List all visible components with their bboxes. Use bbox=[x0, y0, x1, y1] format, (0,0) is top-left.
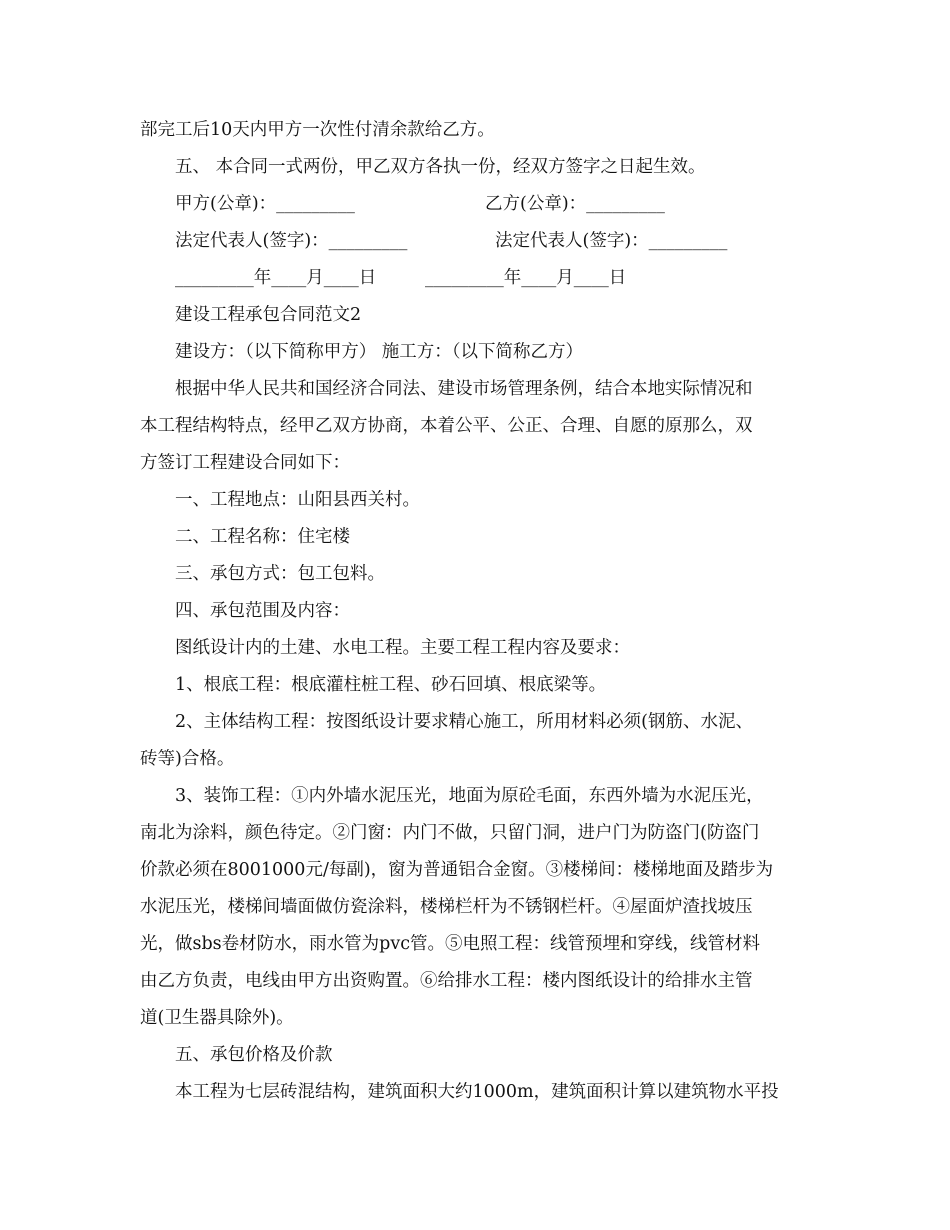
paragraph-line: 五、承包价格及价款 bbox=[175, 1045, 333, 1065]
paragraph-line: 图纸设计内的土建、水电工程。主要工程工程内容及要求： bbox=[175, 638, 630, 658]
paragraph-line: 3、装饰工程：①内外墙水泥压光，地面为原砼毛面，东西外墙为水泥压光， bbox=[175, 786, 764, 806]
paragraph-line: 价款必须在8001000元/每副)，窗为普通铝合金窗。③楼梯间：楼梯地面及踏步为 bbox=[140, 860, 774, 880]
party-a-date: _________年____月____日 bbox=[175, 268, 377, 288]
paragraph-line: 方签订工程建设合同如下： bbox=[140, 453, 350, 473]
paragraph-line: 1、根底工程：根底灌柱桩工程、砂石回填、根底梁等。 bbox=[175, 675, 607, 695]
paragraph-line: 光，做sbs卷材防水，雨水管为pvc管。⑤电照工程：线管预埋和穿线，线管材料 bbox=[140, 934, 761, 954]
party-a-representative: 法定代表人(签字)：_________ bbox=[175, 231, 408, 251]
paragraph-line: 一、工程地点：山阳县西关村。 bbox=[175, 490, 420, 510]
section-title: 建设工程承包合同范文2 bbox=[175, 305, 362, 325]
party-b-date: _________年____月____日 bbox=[425, 268, 627, 288]
paragraph-line: 四、承包范围及内容： bbox=[175, 601, 350, 621]
paragraph-line: 道(卫生器具除外)。 bbox=[140, 1008, 294, 1028]
paragraph-line: 五、 本合同一式两份，甲乙双方各执一份，经双方签字之日起生效。 bbox=[175, 157, 706, 177]
party-b-seal: 乙方(公章)：_________ bbox=[485, 194, 665, 214]
paragraph-line: 部完工后10天内甲方一次性付清余款给乙方。 bbox=[140, 120, 495, 140]
paragraph-line: 由乙方负责，电线由甲方出资购置。⑥给排水工程：楼内图纸设计的给排水主管 bbox=[140, 971, 753, 991]
paragraph-line: 砖等)合格。 bbox=[140, 749, 235, 769]
paragraph-line: 建设方：（以下简称甲方） 施工方：（以下简称乙方） bbox=[175, 342, 584, 362]
paragraph-line: 三、承包方式：包工包料。 bbox=[175, 564, 385, 584]
party-a-seal: 甲方(公章)：_________ bbox=[175, 194, 355, 214]
paragraph-line: 本工程结构特点，经甲乙双方协商，本着公平、公正、合理、自愿的原那么，双 bbox=[140, 416, 753, 436]
paragraph-line: 南北为涂料，颜色待定。②门窗：内门不做，只留门洞，进户门为防盗门(防盗门 bbox=[140, 823, 760, 843]
paragraph-line: 二、工程名称：住宅楼 bbox=[175, 527, 350, 547]
paragraph-line: 2、主体结构工程：按图纸设计要求精心施工，所用材料必须(钢筋、水泥、 bbox=[175, 712, 753, 732]
paragraph-line: 根据中华人民共和国经济合同法、建设市场管理条例，结合本地实际情况和 bbox=[175, 379, 753, 399]
party-b-representative: 法定代表人(签字)：_________ bbox=[495, 231, 728, 251]
paragraph-line: 水泥压光，楼梯间墙面做仿瓷涂料，楼梯栏杆为不锈钢栏杆。④屋面炉渣找坡压 bbox=[140, 897, 753, 917]
paragraph-line: 本工程为七层砖混结构，建筑面积大约1000m，建筑面积计算以建筑物水平投 bbox=[175, 1082, 779, 1102]
